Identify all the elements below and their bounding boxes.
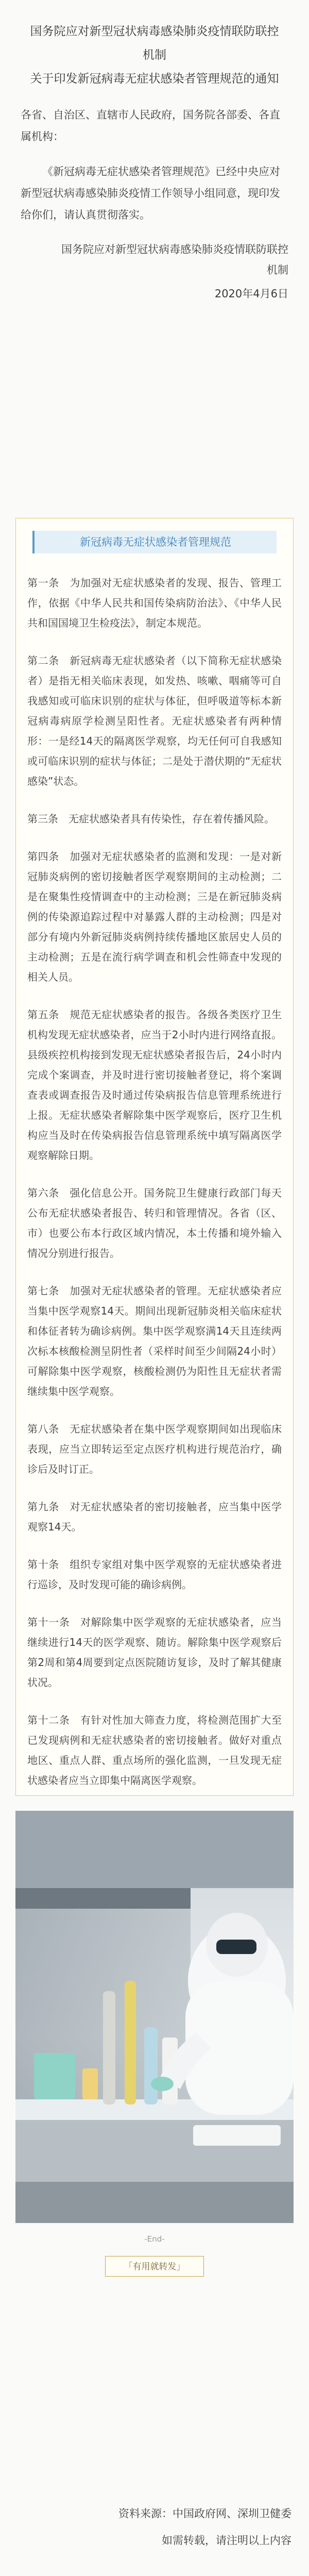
signature-line-2: 机制 <box>267 264 288 276</box>
end-marker: -End- <box>144 2234 165 2244</box>
reprint-notice: 如需转载，请注明以上内容 <box>162 2534 291 2547</box>
source-credit: 资料来源：中国政府网、深圳卫健委 <box>118 2507 291 2520</box>
lab-photo <box>15 1811 294 2223</box>
title-line-1: 国务院应对新型冠状病毒感染肺炎疫情联防联控 <box>30 25 279 38</box>
regulation-heading: 新冠病毒无症状感染者管理规范 <box>32 531 277 553</box>
notice-body: 《新冠病毒无症状感染者管理规范》已经中央应对新型冠状病毒感染肺炎疫情工作领导小组同意，现印发给你们，请认真贯彻落实。 <box>21 165 280 221</box>
title-line-2: 机制 <box>143 48 166 62</box>
article-2: 第二条 新冠病毒无症状感染者（以下简称无症状感染者）是指无相关临床表现，如发热、咳嗽、咽痛等可自我感知或可临床识别的症状与体征，但呼吸道等标本新冠病毒病原学检测呈阳性者。无症状感染者有两种情形：一是经14天的隔离医学观察，均无任何可自我感知或可临床识别的症状与体征；二是处于潜伏期的“无症状感染”状态。 <box>27 654 282 787</box>
article-9: 第九条 对无症状感染者的密切接触者，应当集中医学观察14天。 <box>27 1501 282 1533</box>
share-badge: 「有用就转发」 <box>105 2256 204 2277</box>
article-11: 第十一条 对解除集中医学观察的无症状感染者，应当继续进行14天的医学观察、随访。解除集中医学观察后第2周和第4周要到定点医院随访复诊，及时了解其健康状况。 <box>27 1616 282 1689</box>
notice-date: 2020年4月6日 <box>214 288 288 300</box>
article-7: 第七条 加强对无症状感染者的管理。无症状感染者应当集中医学观察14天。期间出现新冠肺炎相关临床症状和体征者转为确诊病例。集中医学观察满14天且连续两次标本核酸检测呈阴性者（采样时间至少间隔24小时）可解除集中医学观察，核酸检测仍为阳性且无症状者需继续集中医学观察。 <box>27 1285 282 1398</box>
article-12: 第十二条 有针对性加大筛查力度，将检测范围扩大至已发现病例和无症状感染者的密切接触者。做好对重点地区、重点人群、重点场所的强化监测，一旦发现无症状感染者应当立即集中隔离医学观察。 <box>27 1714 282 1787</box>
article-3: 第三条 无症状感染者具有传染性，存在着传播风险。 <box>27 813 274 825</box>
regulation-box <box>15 518 294 1796</box>
signature <box>21 239 288 280</box>
article-4: 第四条 加强对无症状感染者的监测和发现：一是对新冠肺炎病例的密切接触者医学观察期间的主动检测；二是在聚集性疫情调查中的主动检测；三是在新冠肺炎病例的传染源追踪过程中对暴露人群的主动检测；四是对部分有境内外新冠肺炎病例持续传播地区旅居史人员的主动检测；五是在流行病学调查和机会性筛查中发现的相关人员。 <box>27 850 282 983</box>
article-8: 第八条 无症状感染者在集中医学观察期间如出现临床表现，应当立即转运至定点医疗机构进行规范治疗，确诊后及时订正。 <box>27 1423 282 1475</box>
article-1: 第一条 为加强对无症状感染者的发现、报告、管理工作，依据《中华人民共和国传染病防治法》、《中华人民共和国国境卫生检疫法》，制定本规范。 <box>27 577 282 629</box>
recipients-text: 各省、自治区、直辖市人民政府，国务院各部委、各直属机构： <box>21 109 280 143</box>
article-6: 第六条 强化信息公开。国务院卫生健康行政部门每天公布无症状感染者报告、转归和管理情况。各省（区、市）也要公布本行政区域内情况，本土传播和境外输入情况分别进行报告。 <box>27 1187 282 1259</box>
signature-line-1: 国务院应对新型冠状病毒感染肺炎疫情联防联控 <box>61 243 288 256</box>
title-line-3: 关于印发新冠病毒无症状感染者管理规范的通知 <box>30 72 279 86</box>
article-10: 第十条 组织专家组对集中医学观察的无症状感染者进行巡诊，及时发现可能的确诊病例。 <box>27 1558 282 1591</box>
lab-photo-illustration <box>15 1811 294 2223</box>
article-5: 第五条 规范无症状感染者的报告。各级各类医疗卫生机构发现无症状感染者，应当于2小时内进行网络直报。县级疾控机构接到发现无症状感染者报告后，24小时内完成个案调查，并及时进行密切接触者登记，将个案调查表或调查报告及时通过传染病报告信息管理系统进行上报。无症状感染者解除集中医学观察后，医疗卫生机构应当及时在传染病报告信息管理系统中填写隔离医学观察解除日期。 <box>27 1008 282 1161</box>
notice-header <box>0 0 309 304</box>
notice-title <box>21 20 288 91</box>
